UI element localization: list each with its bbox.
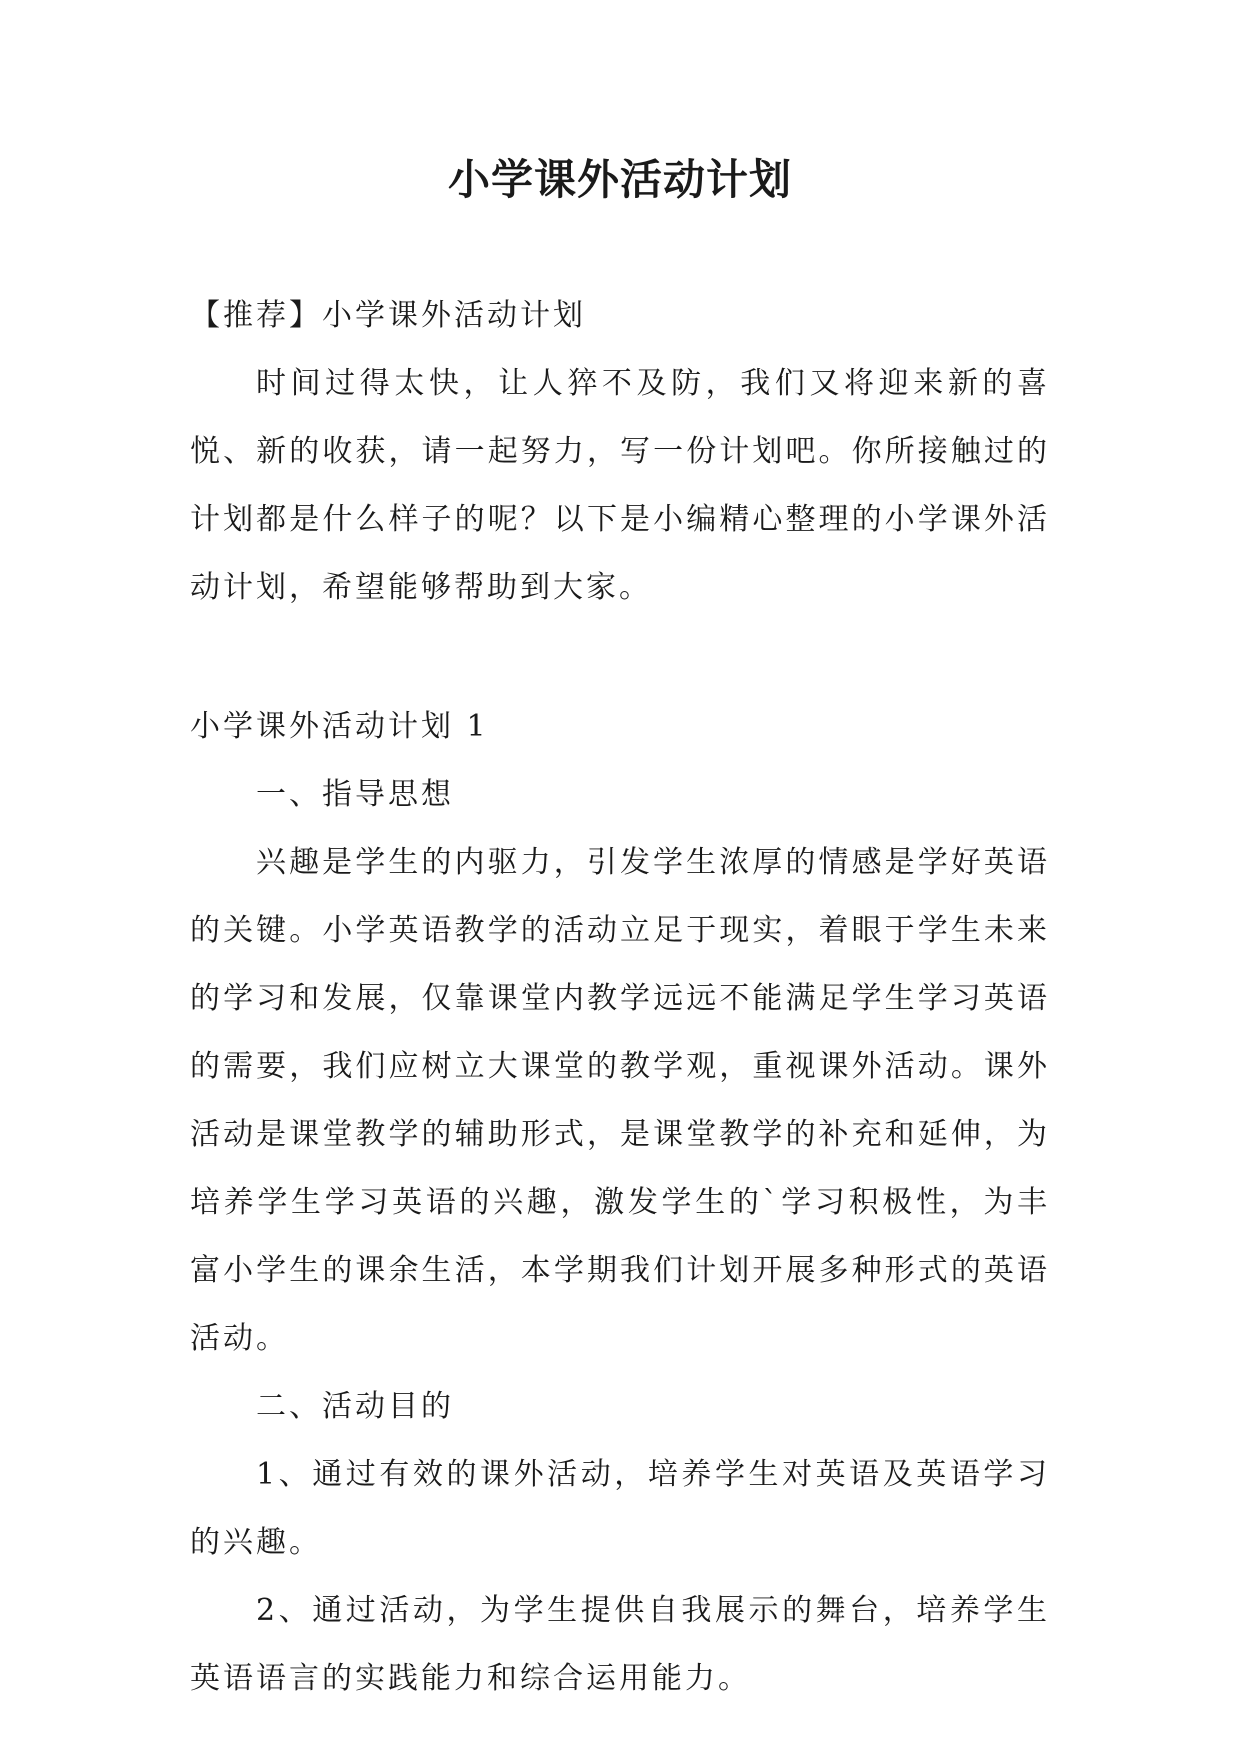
plan-section bbox=[190, 693, 1050, 1713]
heading-guiding-ideology: 一、指导思想 bbox=[256, 777, 454, 812]
intro-block bbox=[190, 282, 1050, 622]
intro-paragraph: 时间过得太快，让人猝不及防，我们又将迎来新的喜悦、新的收获，请一起努力，写一份计划吧。你所接触过的计划都是什么样子的呢？以下是小编精心整理的小学课外活动计划，希望能够帮助到大家。 bbox=[190, 366, 1050, 605]
section-title: 小学课外活动计划 1 bbox=[190, 709, 489, 744]
recommend-line: 【推荐】小学课外活动计划 bbox=[190, 298, 586, 333]
heading-activity-purpose: 二、活动目的 bbox=[256, 1389, 454, 1424]
document-title: 小学课外活动计划 bbox=[447, 155, 792, 204]
paragraph-guiding-ideology: 兴趣是学生的内驱力，引发学生浓厚的情感是学好英语的关键。小学英语教学的活动立足于现实，着眼于学生未来的学习和发展，仅靠课堂内教学远远不能满足学生学习英语的需要，我们应树立大课堂的教学观，重视课外活动。课外活动是课堂教学的辅助形式，是课堂教学的补充和延伸，为培养学生学习英语的兴趣，激发学生的`学习积极性，为丰富小学生的课余生活，本学期我们计划开展多种形式的英语活动。 bbox=[190, 845, 1050, 1356]
list-item-purpose-2: 2、通过活动，为学生提供自我展示的舞台，培养学生英语语言的实践能力和综合运用能力。 bbox=[190, 1593, 1050, 1696]
list-item-purpose-1: 1、通过有效的课外活动，培养学生对英语及英语学习的兴趣。 bbox=[190, 1457, 1050, 1560]
